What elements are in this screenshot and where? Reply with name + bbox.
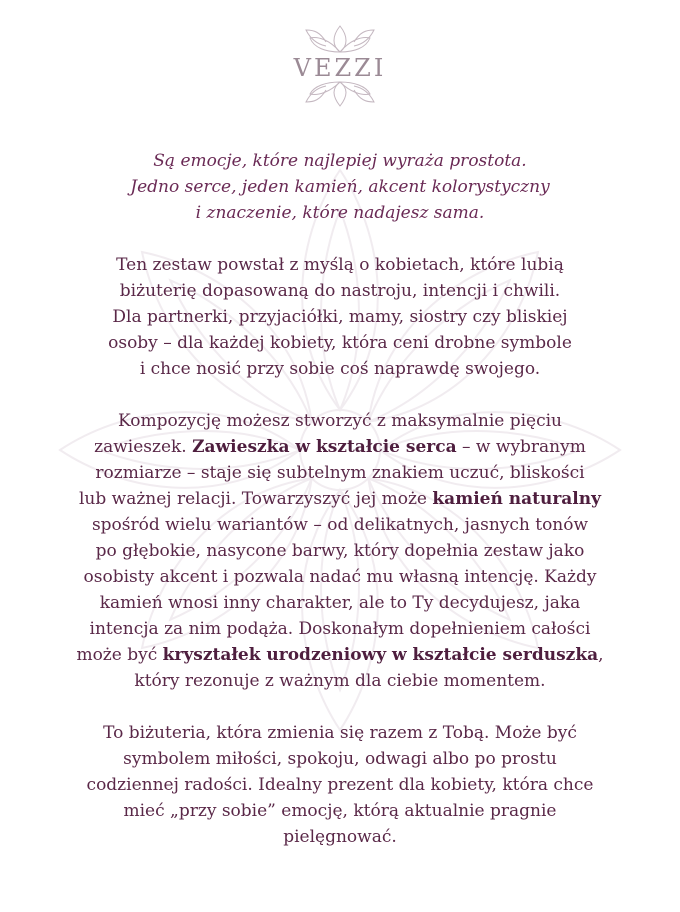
paragraph-purpose [60, 252, 620, 382]
paragraph-line: Kompozycję możesz stworzyć z maksymalnie pięciu [117, 411, 563, 431]
description-text [60, 148, 620, 876]
paragraph-line: może być kryształek urodzeniowy w kształcie serduszka, [76, 645, 604, 665]
intro-line: i znaczenie, które nadajesz sama. [195, 203, 485, 223]
paragraph-line: intencja za nim podąża. Doskonałym dopełnieniem całości [89, 619, 591, 639]
intro-line: Są emocje, które najlepiej wyraża prostota. [153, 151, 527, 171]
paragraph-line: lub ważnej relacji. Towarzyszyć jej może kamień naturalny [78, 489, 601, 509]
paragraph-line: Ten zestaw powstał z myślą o kobietach, które lubią [116, 255, 564, 275]
heart-charm-highlight: Zawieszka w kształcie serca [192, 437, 457, 457]
paragraph-line: osobisty akcent i pozwala nadać mu własną intencję. Każdy [83, 567, 597, 587]
paragraph-line: kamień wnosi inny charakter, ale to Ty decydujesz, jaka [99, 593, 581, 613]
paragraph-line: pielęgnować. [283, 827, 397, 847]
paragraph-line: codziennej radości. Idealny prezent dla kobiety, która chce [86, 775, 594, 795]
paragraph-line: osoby – dla każdej kobiety, która ceni drobne symbole [108, 333, 572, 353]
intro-paragraph [60, 148, 620, 226]
paragraph-line: i chce nosić przy sobie coś naprawdę swojego. [139, 359, 541, 379]
paragraph-line: po głębokie, nasycone barwy, który dopełnia zestaw jako [95, 541, 585, 561]
birth-crystal-highlight: kryształek urodzeniowy w kształcie serduszka [162, 645, 599, 665]
intro-line: Jedno serce, jeden kamień, akcent kolorystyczny [130, 177, 550, 197]
paragraph-line: symbolem miłości, spokoju, odwagi albo po prostu [123, 749, 557, 769]
paragraph-line: który rezonuje z ważnym dla ciebie momentem. [134, 671, 546, 691]
paragraph-composition [60, 408, 620, 694]
logo-text: VEZZI [293, 54, 387, 82]
paragraph-line: rozmiarze – staje się subtelnym znakiem uczuć, bliskości [95, 463, 585, 483]
paragraph-line: To biżuteria, która zmienia się razem z Tobą. Może być [103, 723, 577, 743]
brand-logo [290, 22, 390, 112]
paragraph-closing [60, 720, 620, 850]
natural-stone-highlight: kamień naturalny [432, 489, 601, 509]
paragraph-line: spośród wielu wariantów – od delikatnych, jasnych tonów [91, 515, 589, 535]
paragraph-line: mieć „przy sobie” emocję, którą aktualnie pragnie [123, 801, 557, 821]
paragraph-line: biżuterię dopasowaną do nastroju, intencji i chwili. [119, 281, 561, 301]
paragraph-line: zawieszek. Zawieszka w kształcie serca – w wybranym [94, 437, 586, 457]
paragraph-line: Dla partnerki, przyjaciółki, mamy, siostry czy bliskiej [112, 307, 568, 327]
